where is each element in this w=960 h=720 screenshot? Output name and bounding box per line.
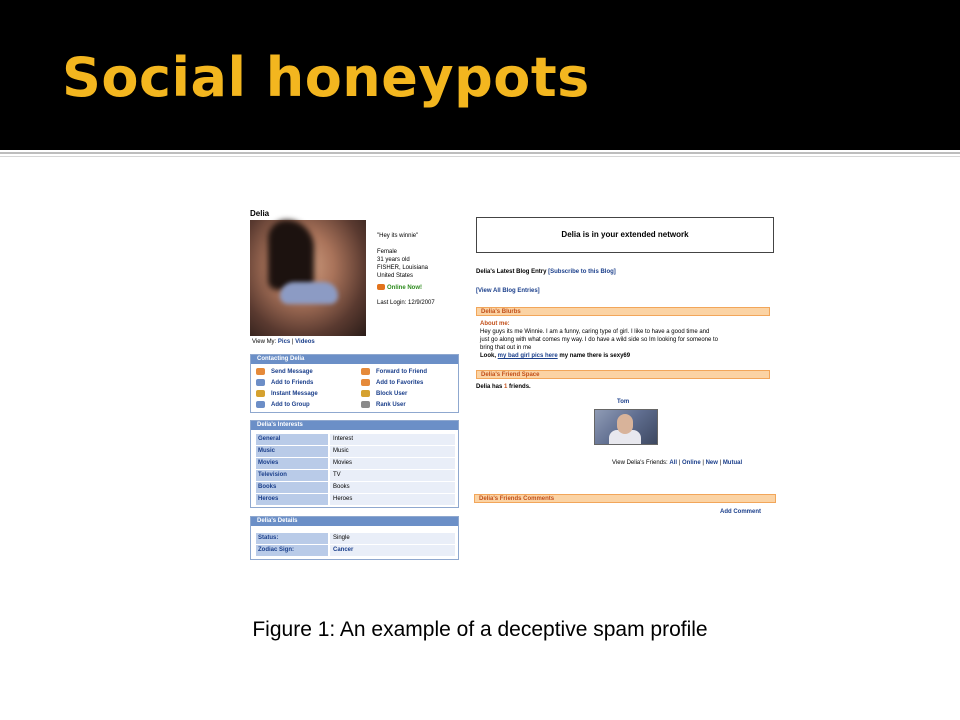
friend-count-prefix: Delia has xyxy=(476,384,505,390)
interest-key: Television xyxy=(256,470,328,481)
rank-icon xyxy=(361,401,370,408)
view-my xyxy=(252,338,315,346)
about-me xyxy=(480,320,772,360)
bad-girl-pics-link[interactable]: my bad girl pics here xyxy=(497,353,558,359)
detail-value: Cancer xyxy=(330,545,455,556)
rank-user-button[interactable] xyxy=(361,401,406,408)
pics-link[interactable]: Pics xyxy=(277,339,291,345)
interest-row xyxy=(256,446,455,457)
profile-age: 31 years old xyxy=(377,257,410,263)
interest-row xyxy=(256,434,455,445)
view-friends-line xyxy=(612,459,742,467)
slide-title: Social honeypots xyxy=(62,46,590,109)
im-icon xyxy=(256,390,265,397)
interest-key: General xyxy=(256,434,328,445)
title-divider xyxy=(0,152,960,154)
photo-hair xyxy=(268,220,314,290)
interest-value: Interest xyxy=(330,434,455,445)
add-to-group-label: Add to Group xyxy=(271,402,310,409)
profile-info xyxy=(377,232,477,307)
look-line xyxy=(480,352,772,360)
pipe-separator: | xyxy=(700,460,706,466)
view-friends-online-link[interactable]: Online xyxy=(681,460,701,466)
profile-photo[interactable] xyxy=(250,220,366,336)
friend-name-link[interactable]: Tom xyxy=(617,399,630,405)
friend-count xyxy=(476,383,531,391)
send-message-label: Send Message xyxy=(271,369,313,376)
look-suffix: my name there is sexy69 xyxy=(557,353,631,359)
rank-user-label: Rank User xyxy=(376,402,406,409)
block-user-button[interactable] xyxy=(361,390,407,397)
extended-network-box: Delia is in your extended network xyxy=(476,217,774,253)
videos-link[interactable]: Videos xyxy=(295,339,315,345)
interest-row xyxy=(256,494,455,505)
profile-name: Delia xyxy=(250,209,270,218)
figure-caption: Figure 1: An example of a deceptive spam profile xyxy=(252,618,708,641)
friend-count-suffix: friends. xyxy=(507,384,531,390)
envelope-icon xyxy=(256,368,265,375)
instant-message-button[interactable] xyxy=(256,390,318,397)
instant-message-label: Instant Message xyxy=(271,391,318,398)
forward-to-friend-label: Forward to Friend xyxy=(376,369,427,376)
interest-value: Music xyxy=(330,446,455,457)
interest-value: Movies xyxy=(330,458,455,469)
online-status xyxy=(377,284,477,292)
friend-space-header: Delia's Friend Space xyxy=(476,370,770,379)
block-icon xyxy=(361,390,370,397)
online-status-label: Online Now! xyxy=(387,285,422,291)
blog-entry-label: Delia's Latest Blog Entry xyxy=(476,269,547,275)
interest-value: Books xyxy=(330,482,455,493)
interest-value: TV xyxy=(330,470,455,481)
forward-icon xyxy=(361,368,370,375)
pipe-separator: | xyxy=(677,460,682,466)
interest-key: Books xyxy=(256,482,328,493)
last-login: Last Login: 12/9/2007 xyxy=(377,300,435,306)
add-friend-icon xyxy=(256,379,265,386)
group-icon xyxy=(256,401,265,408)
interest-row xyxy=(256,482,455,493)
profile-gender: Female xyxy=(377,249,398,255)
details-box xyxy=(250,516,459,560)
forward-to-friend-button[interactable] xyxy=(361,368,427,375)
look-prefix: Look, xyxy=(480,353,498,359)
view-all-blog-link[interactable]: [View All Blog Entries] xyxy=(476,288,540,294)
view-friends-mutual-link[interactable]: Mutual xyxy=(722,460,743,466)
blog-entry-line xyxy=(476,268,616,276)
about-me-line: bring that out in me xyxy=(480,345,532,351)
interests-box xyxy=(250,420,459,508)
interest-row xyxy=(256,458,455,469)
view-friends-label: View Delia's Friends: xyxy=(612,460,668,466)
details-header: Delia's Details xyxy=(251,517,458,526)
profile-quote: "Hey its winnie" xyxy=(377,233,419,239)
contacting-header: Contacting Delia xyxy=(251,355,458,364)
blurbs-header: Delia's Blurbs xyxy=(476,307,770,316)
add-to-friends-label: Add to Friends xyxy=(271,380,314,387)
send-message-button[interactable] xyxy=(256,368,313,375)
interest-key: Heroes xyxy=(256,494,328,505)
view-my-label: View My: xyxy=(252,339,277,345)
interest-key: Music xyxy=(256,446,328,457)
add-to-group-button[interactable] xyxy=(256,401,310,408)
view-friends-new-link[interactable]: New xyxy=(705,460,718,466)
title-bar xyxy=(0,0,960,150)
interest-row xyxy=(256,470,455,481)
detail-value: Single xyxy=(330,533,455,544)
friends-comments-header: Delia's Friends Comments xyxy=(474,494,776,503)
detail-key: Zodiac Sign: xyxy=(256,545,328,556)
profile-screenshot xyxy=(248,206,780,566)
friend-photo[interactable] xyxy=(594,409,658,445)
profile-country: United States xyxy=(377,273,414,279)
online-icon xyxy=(377,284,385,290)
add-to-favorites-label: Add to Favorites xyxy=(376,380,424,387)
interests-header: Delia's Interests xyxy=(251,421,458,430)
contacting-box xyxy=(250,354,459,413)
friend-count-number: 1 xyxy=(504,384,508,390)
about-me-label: About me: xyxy=(480,321,510,327)
about-me-line: just go along with what comes my way. I do have a wild side so Im looking for someone to xyxy=(480,337,719,343)
interest-value: Heroes xyxy=(330,494,455,505)
photo-clothing xyxy=(280,282,338,304)
add-comment-link[interactable]: Add Comment xyxy=(720,509,761,515)
interest-key: Movies xyxy=(256,458,328,469)
profile-city: FISHER, Louisiana xyxy=(377,265,429,271)
favorite-icon xyxy=(361,379,370,386)
detail-row xyxy=(256,545,455,556)
title-divider-thin xyxy=(0,156,960,157)
detail-row xyxy=(256,533,455,544)
pipe-separator: | xyxy=(717,460,723,466)
block-user-label: Block User xyxy=(376,391,408,398)
subscribe-link[interactable]: [Subscribe to this Blog] xyxy=(548,269,616,275)
view-my-sep: | xyxy=(290,339,296,345)
add-to-friends-button[interactable] xyxy=(256,379,313,386)
view-friends-all-link[interactable]: All xyxy=(669,460,678,466)
about-me-line: Hey guys its me Winnie. I am a funny, caring type of girl. I like to have a good time and xyxy=(480,329,710,335)
friend-photo-face xyxy=(617,414,633,434)
add-to-favorites-button[interactable] xyxy=(361,379,423,386)
detail-key: Status: xyxy=(256,533,328,544)
